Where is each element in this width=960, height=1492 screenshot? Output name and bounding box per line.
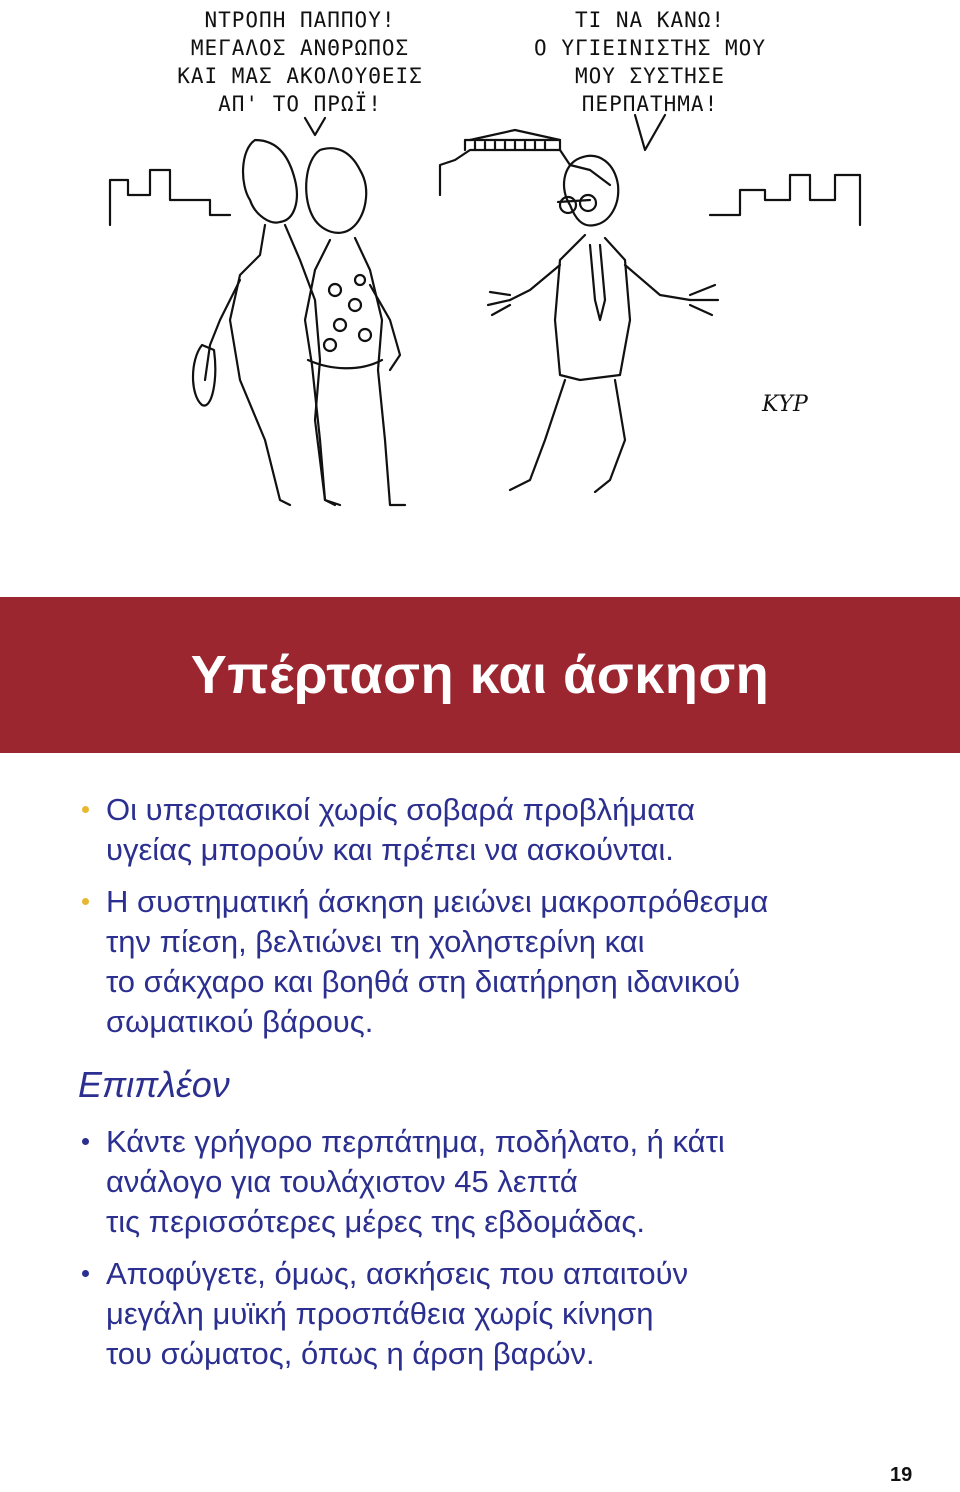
page-title: Υπέρταση και άσκηση — [190, 645, 770, 705]
list-item: Η συστηματική άσκηση μειώνει μακροπρόθεσμα την πίεση, βελτιώνει τη χοληστερίνη και το σάκχαρο και βοηθά στη διατήρηση ιδανικού σωματικού βάρους. — [78, 882, 898, 1042]
page-number: 19 — [890, 1464, 913, 1486]
speech-bubble-man: ΤΙ ΝΑ ΚΑΝΩ! Ο ΥΓΙΕΙΝΙΣΤΗΣ ΜΟΥ ΜΟΥ ΣΥΣΤΗΣΕ ΠΕΡΠΑΤΗΜΑ! — [534, 8, 766, 116]
list-item: Κάντε γρήγορο περπάτημα, ποδήλατο, ή κάτι ανάλογο για τουλάχιστον 45 λεπτά τις περισσότερες μέρες της εβδομάδας. — [78, 1122, 898, 1242]
recommendations-bullet-list — [78, 1122, 898, 1386]
speech-bubble-women: ΝΤΡΟΠΗ ΠΑΠΠΟΥ! ΜΕΓΑΛΟΣ ΑΝΘΡΩΠΟΣ ΚΑΙ ΜΑΣ ΑΚΟΛΟΥΘΕΙΣ ΑΠ' ΤΟ ΠΡΩΪ! — [177, 8, 423, 116]
list-item: Αποφύγετε, όμως, ασκήσεις που απαιτούν μεγάλη μυϊκή προσπάθεια χωρίς κίνηση του σώματος, όπως η άρση βαρών. — [78, 1254, 898, 1374]
artist-signature: ΚΥΡ — [762, 392, 808, 417]
section-banner — [0, 597, 960, 753]
list-item: Οι υπερτασικοί χωρίς σοβαρά προβλήματα υγείας μπορούν και πρέπει να ασκούνται. — [78, 790, 898, 870]
subheading: Επιπλέον — [78, 1064, 230, 1105]
intro-bullet-list — [78, 790, 898, 1054]
